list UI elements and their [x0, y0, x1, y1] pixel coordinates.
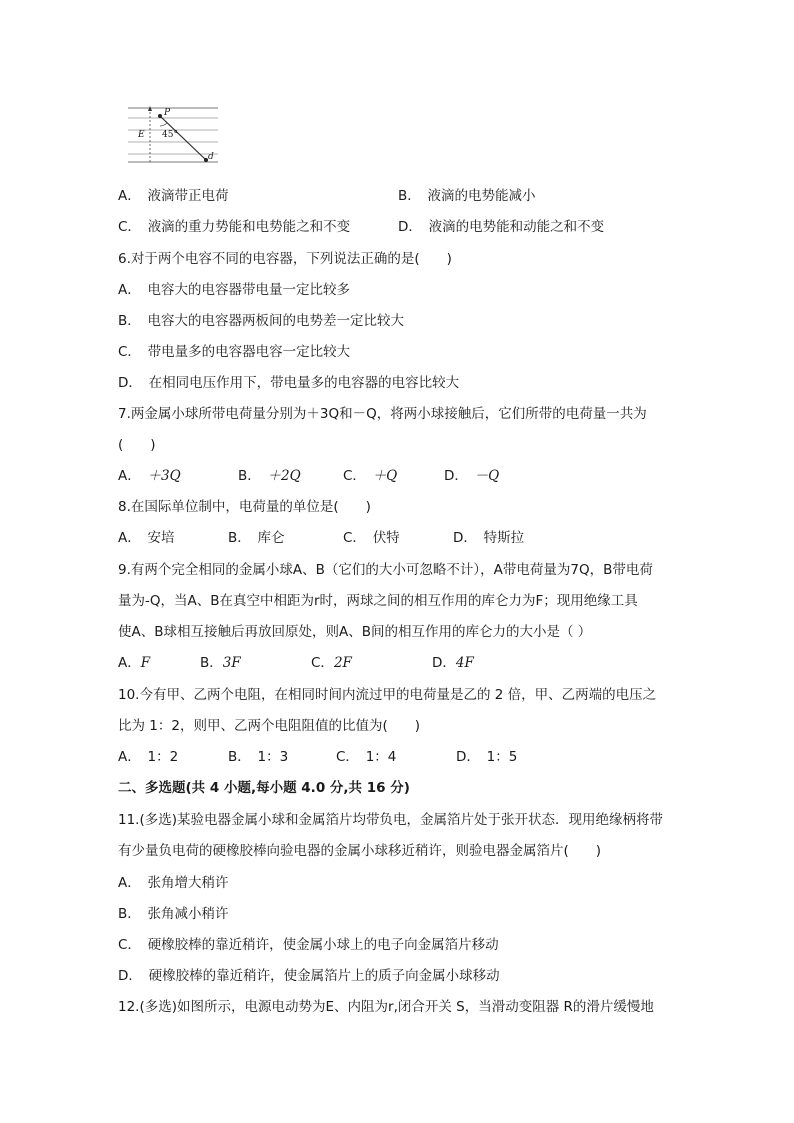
q9-option-c: C．2F	[311, 655, 352, 671]
q7-option-d: D． －Q	[444, 468, 500, 484]
q7-option-c: C． ＋Q	[343, 468, 398, 484]
angle-label: 45°	[162, 130, 178, 140]
q5-figure	[120, 104, 220, 166]
q6-option-a: A． 电容大的电容器带电量一定比较多	[118, 282, 350, 298]
q6-option-c: C． 带电量多的电容器电容一定比较大	[118, 344, 351, 360]
q7-stem-line2: ( )	[118, 437, 156, 453]
q9-stem-line1: 9.有两个完全相同的金属小球A、B（它们的大小可忽略不计），A带电荷量为7Q，B带电荷	[118, 562, 653, 578]
q11-option-b: B． 张角减小稍许	[118, 906, 229, 922]
point-d-label: d	[208, 152, 214, 162]
point-p-label: P	[164, 108, 171, 118]
q5-option-b: B． 液滴的电势能减小	[398, 188, 536, 204]
q11-option-c: C． 硬橡胶棒的靠近稍许，使金属小球上的电子向金属箔片移动	[118, 937, 499, 953]
q11-stem-line2: 有少量负电荷的硬橡胶棒向验电器的金属小球移近稍许，则验电器金属箔片( )	[118, 843, 602, 859]
q6-option-b: B． 电容大的电容器两板间的电势差一定比较大	[118, 313, 405, 329]
q7-option-a: A． ＋3Q	[118, 468, 181, 484]
q10-option-a: A． 1：2	[118, 749, 179, 765]
field-label: E	[138, 130, 145, 140]
q5-option-a: A． 液滴带正电荷	[118, 188, 229, 204]
q10-option-d: D． 1：5	[456, 749, 518, 765]
q9-option-b: B．3F	[200, 655, 241, 671]
q11-stem-line1: 11.(多选)某验电器金属小球和金属箔片均带负电，金属箔片处于张开状态．现用绝缘柄将带	[118, 812, 664, 828]
section-heading-multiple-choice: 二、多选题(共 4 小题,每小题 4.0 分,共 16 分)	[118, 780, 410, 796]
q5-option-d: D． 液滴的电势能和动能之和不变	[398, 219, 605, 235]
q9-option-a: A．F	[118, 655, 151, 671]
q5-option-c: C． 液滴的重力势能和电势能之和不变	[118, 219, 351, 235]
q8-option-a: A． 安培	[118, 530, 175, 546]
q10-stem-line1: 10.今有甲、乙两个电阻，在相同时间内流过甲的电荷量是乙的 2 倍，甲、乙两端的电压之	[118, 687, 657, 703]
q8-option-d: D． 特斯拉	[453, 530, 525, 546]
q8-stem: 8.在国际单位制中，电荷量的单位是( )	[118, 499, 371, 515]
q9-stem-line2: 量为-Q，当A、B在真空中相距为r时，两球之间的相互作用的库仑力为F；现用绝缘工具	[118, 593, 638, 609]
q10-option-b: B． 1：3	[228, 749, 289, 765]
q9-option-d: D．4F	[432, 655, 474, 671]
q7-option-b: B． ＋2Q	[238, 468, 301, 484]
q8-option-b: B． 库仑	[228, 530, 285, 546]
q8-option-c: C． 伏特	[343, 530, 400, 546]
q10-stem-line2: 比为 1：2，则甲、乙两个电阻阻值的比值为( )	[118, 718, 421, 734]
q12-stem-line1: 12.(多选)如图所示，电源电动势为E、内阻为r,闭合开关 S，当滑动变阻器 R的滑片缓慢地	[118, 999, 654, 1015]
q6-stem: 6.对于两个电容不同的电容器，下列说法正确的是( )	[118, 251, 452, 267]
q11-option-a: A． 张角增大稍许	[118, 875, 229, 891]
q6-option-d: D． 在相同电压作用下，带电量多的电容器的电容比较大	[118, 375, 460, 391]
q11-option-d: D． 硬橡胶棒的靠近稍许，使金属箔片上的质子向金属小球移动	[118, 968, 500, 984]
q9-stem-line3: 使A、B球相互接触后再放回原处，则A、B间的相互作用的库仑力的大小是（ ）	[118, 624, 592, 640]
q7-stem-line1: 7.两金属小球所带电荷量分别为＋3Q和－Q，将两小球接触后，它们所带的电荷量一共为	[118, 406, 647, 422]
q10-option-c: C． 1：4	[336, 749, 397, 765]
